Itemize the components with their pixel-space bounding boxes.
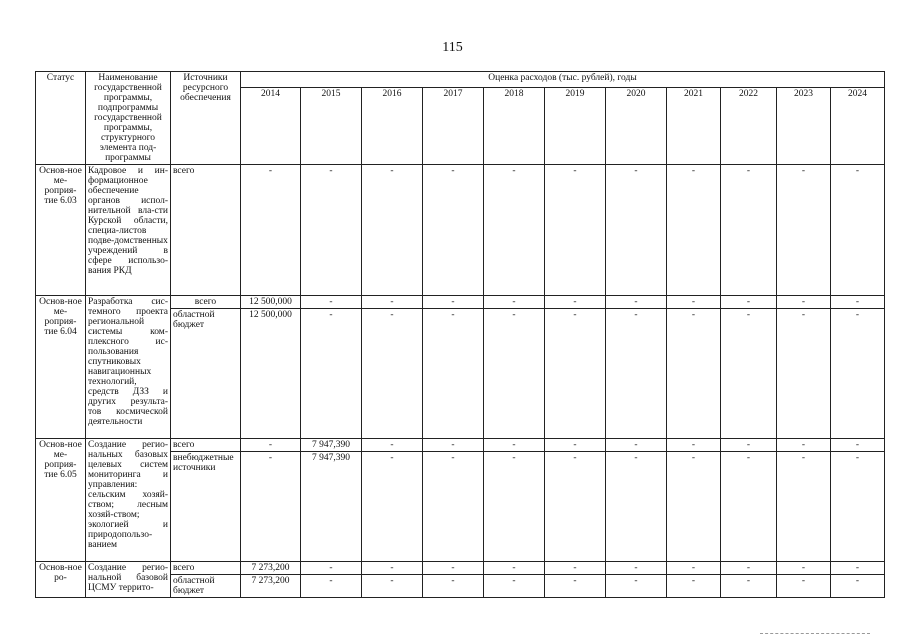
value-cell: - bbox=[667, 309, 721, 439]
value-cell: - bbox=[545, 562, 606, 575]
source-cell: областной бюджет bbox=[171, 309, 241, 439]
name-cell: Создание регио-нальной базовой ЦСМУ террито- bbox=[86, 562, 171, 598]
value-cell: - bbox=[721, 309, 777, 439]
value-cell: - bbox=[545, 439, 606, 452]
value-cell: - bbox=[667, 575, 721, 598]
value-cell: - bbox=[545, 296, 606, 309]
value-cell: - bbox=[484, 562, 545, 575]
value-cell: - bbox=[777, 309, 831, 439]
header-year: 2018 bbox=[484, 87, 545, 164]
value-cell: 7 273,200 bbox=[241, 575, 301, 598]
value-cell: - bbox=[831, 452, 885, 562]
name-cell: Создание регио-нальных базовых целевых систем мониторинга и управления: сельским хозяй-ством; лесным хозяй-ством; экологией и природопользо-ванием bbox=[86, 439, 171, 562]
header-expense-estimate: Оценка расходов (тыс. рублей), годы bbox=[241, 72, 885, 88]
source-cell: всего bbox=[171, 165, 241, 296]
value-cell: - bbox=[545, 309, 606, 439]
value-cell: - bbox=[721, 562, 777, 575]
table-row bbox=[36, 165, 885, 296]
value-cell: - bbox=[667, 296, 721, 309]
header-year: 2015 bbox=[301, 87, 362, 164]
header-year: 2016 bbox=[362, 87, 423, 164]
value-cell: - bbox=[777, 165, 831, 296]
value-cell: - bbox=[667, 165, 721, 296]
source-cell: внебюджетные источники bbox=[171, 452, 241, 562]
table-row bbox=[36, 562, 885, 575]
value-cell: - bbox=[606, 309, 667, 439]
value-cell: - bbox=[721, 165, 777, 296]
value-cell: - bbox=[545, 575, 606, 598]
status-cell: Основ-ное ме-роприя-тие 6.03 bbox=[36, 165, 86, 296]
value-cell: - bbox=[362, 439, 423, 452]
value-cell: - bbox=[606, 452, 667, 562]
value-cell: - bbox=[606, 575, 667, 598]
table-row bbox=[36, 296, 885, 309]
value-cell: - bbox=[777, 452, 831, 562]
value-cell: - bbox=[484, 439, 545, 452]
value-cell: - bbox=[721, 575, 777, 598]
value-cell: - bbox=[484, 575, 545, 598]
source-cell: всего bbox=[171, 296, 241, 309]
value-cell: - bbox=[423, 165, 484, 296]
source-cell: всего bbox=[171, 439, 241, 452]
name-cell: Разработка сис-темного проекта региональной системы ком-плексного ис-пользования спутниковых навигационных технологий, средств ДЗЗ и других результа-тов космической деятельности bbox=[86, 296, 171, 439]
value-cell: - bbox=[484, 165, 545, 296]
header-year: 2020 bbox=[606, 87, 667, 164]
value-cell: - bbox=[241, 452, 301, 562]
value-cell: - bbox=[423, 296, 484, 309]
value-cell: - bbox=[301, 575, 362, 598]
value-cell: - bbox=[301, 296, 362, 309]
value-cell: 12 500,000 bbox=[241, 309, 301, 439]
value-cell: - bbox=[831, 575, 885, 598]
value-cell: - bbox=[241, 165, 301, 296]
header-name: Наименование государственной программы, подпрограммы государственной программы, структурного элемента под-программы bbox=[86, 72, 171, 165]
status-cell: Основ-ное ме-роприя-тие 6.05 bbox=[36, 439, 86, 562]
value-cell: - bbox=[423, 575, 484, 598]
value-cell: - bbox=[777, 296, 831, 309]
value-cell: - bbox=[484, 452, 545, 562]
value-cell: - bbox=[362, 452, 423, 562]
value-cell: - bbox=[777, 575, 831, 598]
budget-table bbox=[35, 71, 885, 598]
header-year: 2024 bbox=[831, 87, 885, 164]
header-year: 2019 bbox=[545, 87, 606, 164]
value-cell: - bbox=[423, 309, 484, 439]
header-year: 2017 bbox=[423, 87, 484, 164]
value-cell: - bbox=[362, 309, 423, 439]
header-row bbox=[36, 72, 885, 88]
header-year: 2022 bbox=[721, 87, 777, 164]
value-cell: - bbox=[362, 575, 423, 598]
value-cell: - bbox=[423, 562, 484, 575]
value-cell: - bbox=[831, 165, 885, 296]
value-cell: - bbox=[362, 296, 423, 309]
value-cell: - bbox=[484, 309, 545, 439]
value-cell: - bbox=[777, 439, 831, 452]
value-cell: - bbox=[423, 452, 484, 562]
value-cell: - bbox=[606, 165, 667, 296]
value-cell: - bbox=[831, 439, 885, 452]
value-cell: - bbox=[777, 562, 831, 575]
value-cell: - bbox=[667, 562, 721, 575]
scan-artifact-line bbox=[760, 633, 870, 634]
value-cell: - bbox=[301, 562, 362, 575]
value-cell: - bbox=[667, 439, 721, 452]
value-cell: - bbox=[423, 439, 484, 452]
value-cell: - bbox=[831, 296, 885, 309]
status-cell: Основ-ное ме-роприя-тие 6.04 bbox=[36, 296, 86, 439]
value-cell: - bbox=[362, 562, 423, 575]
value-cell: - bbox=[484, 296, 545, 309]
value-cell: 7 947,390 bbox=[301, 452, 362, 562]
header-status: Статус bbox=[36, 72, 86, 165]
value-cell: - bbox=[831, 309, 885, 439]
value-cell: - bbox=[606, 296, 667, 309]
value-cell: - bbox=[362, 165, 423, 296]
value-cell: 7 273,200 bbox=[241, 562, 301, 575]
value-cell: - bbox=[241, 439, 301, 452]
header-year: 2021 bbox=[667, 87, 721, 164]
header-source: Источники ресурсного обеспечения bbox=[171, 72, 241, 165]
value-cell: - bbox=[301, 165, 362, 296]
value-cell: 12 500,000 bbox=[241, 296, 301, 309]
value-cell: - bbox=[545, 165, 606, 296]
value-cell: - bbox=[721, 439, 777, 452]
value-cell: 7 947,390 bbox=[301, 439, 362, 452]
name-cell: Кадровое и ин-формационное обеспечение органов испол-нительной вла-сти Курской области, специа-листов подве-домственных учреждений в сфере использо-вания РКД bbox=[86, 165, 171, 296]
header-year: 2023 bbox=[777, 87, 831, 164]
value-cell: - bbox=[545, 452, 606, 562]
page-number: 115 bbox=[442, 40, 463, 55]
value-cell: - bbox=[606, 439, 667, 452]
value-cell: - bbox=[667, 452, 721, 562]
source-cell: всего bbox=[171, 562, 241, 575]
status-cell: Основ-ное ро- bbox=[36, 562, 86, 598]
header-year: 2014 bbox=[241, 87, 301, 164]
value-cell: - bbox=[721, 452, 777, 562]
value-cell: - bbox=[301, 309, 362, 439]
value-cell: - bbox=[606, 562, 667, 575]
value-cell: - bbox=[721, 296, 777, 309]
source-cell: областной бюджет bbox=[171, 575, 241, 598]
table-row bbox=[36, 439, 885, 452]
value-cell: - bbox=[831, 562, 885, 575]
